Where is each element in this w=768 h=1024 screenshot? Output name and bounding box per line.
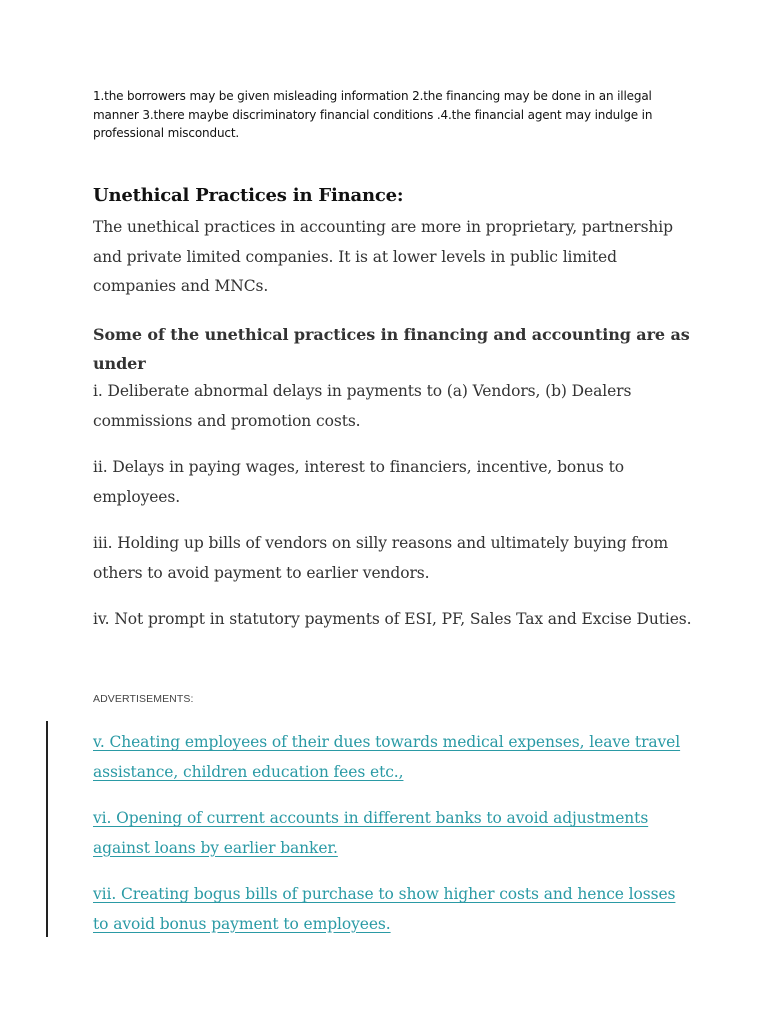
list-subheading: Some of the unethical practices in financing and accounting are as under	[93, 325, 690, 373]
list-item-iv: iv. Not prompt in statutory payments of ESI, PF, Sales Tax and Excise Duties.	[93, 610, 692, 628]
link-item-vi[interactable]: vi. Opening of current accounts in different banks to avoid adjustments against loans by earlier banker.	[93, 809, 649, 857]
advertisements-label: ADVERTISEMENTS:	[93, 693, 194, 705]
section-title: Unethical Practices in Finance:	[93, 185, 404, 206]
intro-summary-text: 1.the borrowers may be given misleading information 2.the financing may be done in an illegal manner 3.there maybe discriminatory financial conditions .4.the financial agent may indulge in professional misconduct.	[93, 89, 653, 140]
vertical-divider	[46, 721, 48, 937]
intro-paragraph: The unethical practices in accounting are more in proprietary, partnership and private limited companies. It is at lower levels in public limited companies and MNCs.	[93, 218, 673, 295]
link-item-v[interactable]: v. Cheating employees of their dues towards medical expenses, leave travel assistance, children education fees etc.,	[93, 733, 681, 781]
link-item-vii[interactable]: vii. Creating bogus bills of purchase to show higher costs and hence losses to avoid bonus payment to employees.	[93, 885, 676, 933]
list-item-iii: iii. Holding up bills of vendors on silly reasons and ultimately buying from others to avoid payment to earlier vendors.	[93, 534, 669, 582]
list-item-i: i. Deliberate abnormal delays in payments to (a) Vendors, (b) Dealers commissions and promotion costs.	[93, 382, 632, 430]
list-item-ii: ii. Delays in paying wages, interest to financiers, incentive, bonus to employees.	[93, 458, 624, 506]
